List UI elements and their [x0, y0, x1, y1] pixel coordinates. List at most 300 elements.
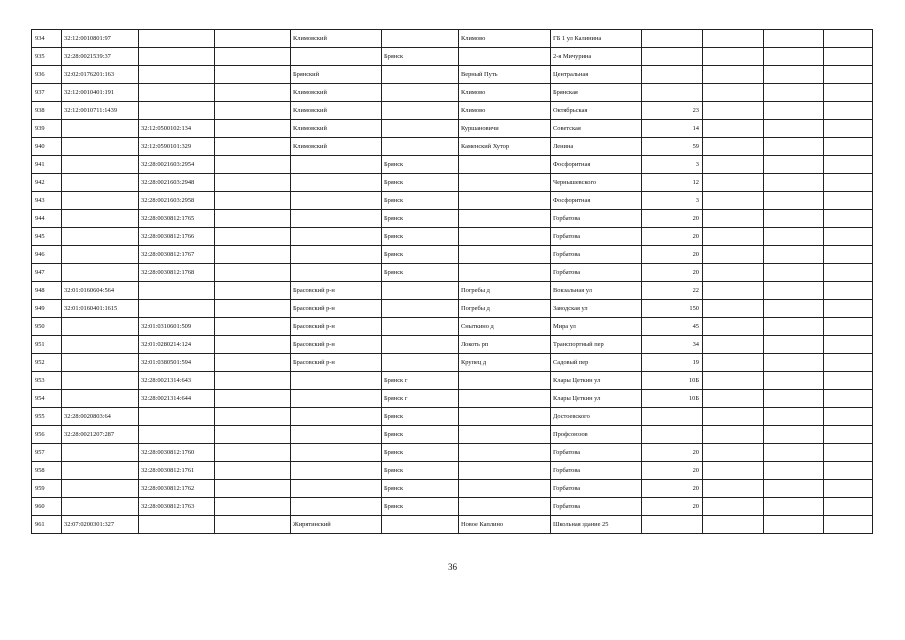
street-cell: Клары Цеткин ул — [551, 390, 642, 408]
table-row — [32, 336, 873, 354]
extra-cell-1 — [703, 228, 764, 246]
cadastral-number-alt-cell: 32:12:0500102:134 — [139, 120, 215, 138]
cadastral-number-cell — [62, 210, 139, 228]
table-row — [32, 192, 873, 210]
cadastral-number-cell — [62, 174, 139, 192]
blank-cell — [215, 354, 291, 372]
cadastral-number-alt-cell: 32:28:0030812:1763 — [139, 498, 215, 516]
table-row — [32, 318, 873, 336]
cadastral-number-alt-cell: 32:01:0310601:509 — [139, 318, 215, 336]
extra-cell-2 — [764, 246, 824, 264]
blank-cell — [215, 408, 291, 426]
house-number-cell: 45 — [642, 318, 703, 336]
extra-cell-1 — [703, 48, 764, 66]
extra-cell-2 — [764, 210, 824, 228]
extra-cell-2 — [764, 354, 824, 372]
cadastral-number-cell — [62, 354, 139, 372]
extra-cell-3 — [824, 174, 873, 192]
extra-cell-2 — [764, 102, 824, 120]
extra-cell-3 — [824, 426, 873, 444]
district-cell — [291, 210, 382, 228]
row-number-cell: 942 — [32, 174, 62, 192]
extra-cell-1 — [703, 444, 764, 462]
settlement-cell — [459, 372, 551, 390]
extra-cell-3 — [824, 246, 873, 264]
city-cell — [382, 336, 459, 354]
cadastral-number-cell: 32:01:0160401:1615 — [62, 300, 139, 318]
city-cell: Брянск — [382, 498, 459, 516]
district-cell — [291, 390, 382, 408]
row-number-cell: 944 — [32, 210, 62, 228]
district-cell: Климовский — [291, 120, 382, 138]
house-number-cell: 14 — [642, 120, 703, 138]
cadastral-number-alt-cell — [139, 282, 215, 300]
house-number-cell: 20 — [642, 498, 703, 516]
house-number-cell: 20 — [642, 444, 703, 462]
settlement-cell — [459, 426, 551, 444]
cadastral-number-cell — [62, 138, 139, 156]
table-row — [32, 66, 873, 84]
row-number-cell: 960 — [32, 498, 62, 516]
district-cell — [291, 48, 382, 66]
cadastral-number-cell: 32:12:0010801:97 — [62, 30, 139, 48]
street-cell: Фосфоритная — [551, 156, 642, 174]
cadastral-number-cell — [62, 336, 139, 354]
cadastral-number-cell — [62, 264, 139, 282]
table-row — [32, 120, 873, 138]
table-row — [32, 408, 873, 426]
district-cell — [291, 246, 382, 264]
blank-cell — [215, 300, 291, 318]
house-number-cell — [642, 48, 703, 66]
settlement-cell — [459, 390, 551, 408]
extra-cell-3 — [824, 336, 873, 354]
extra-cell-3 — [824, 318, 873, 336]
district-cell: Брасовский р-н — [291, 354, 382, 372]
district-cell — [291, 192, 382, 210]
row-number-cell: 943 — [32, 192, 62, 210]
district-cell: Климовский — [291, 84, 382, 102]
cadastral-number-alt-cell — [139, 48, 215, 66]
settlement-cell: Куршановичи — [459, 120, 551, 138]
cadastral-number-alt-cell — [139, 408, 215, 426]
house-number-cell: 20 — [642, 480, 703, 498]
street-cell: Октябрьская — [551, 102, 642, 120]
blank-cell — [215, 246, 291, 264]
street-cell: Профсоюзов — [551, 426, 642, 444]
extra-cell-3 — [824, 30, 873, 48]
cadastral-number-cell — [62, 444, 139, 462]
table-row — [32, 84, 873, 102]
house-number-cell: 22 — [642, 282, 703, 300]
city-cell — [382, 318, 459, 336]
blank-cell — [215, 102, 291, 120]
blank-cell — [215, 48, 291, 66]
blank-cell — [215, 426, 291, 444]
row-number-cell: 956 — [32, 426, 62, 444]
blank-cell — [215, 318, 291, 336]
city-cell: Брянск г — [382, 372, 459, 390]
street-cell: Горбатова — [551, 498, 642, 516]
district-cell — [291, 444, 382, 462]
street-cell: Горбатова — [551, 480, 642, 498]
house-number-cell: 59 — [642, 138, 703, 156]
extra-cell-2 — [764, 372, 824, 390]
cadastral-number-alt-cell: 32:28:0021603:2958 — [139, 192, 215, 210]
district-cell — [291, 426, 382, 444]
extra-cell-1 — [703, 264, 764, 282]
blank-cell — [215, 480, 291, 498]
row-number-cell: 959 — [32, 480, 62, 498]
cadastral-number-alt-cell — [139, 102, 215, 120]
street-cell: Достоевского — [551, 408, 642, 426]
street-cell: Садовый пер — [551, 354, 642, 372]
settlement-cell — [459, 174, 551, 192]
city-cell: Брянск — [382, 426, 459, 444]
row-number-cell: 952 — [32, 354, 62, 372]
property-register-table — [31, 29, 873, 534]
cadastral-number-alt-cell: 32:28:0021314:644 — [139, 390, 215, 408]
extra-cell-2 — [764, 336, 824, 354]
extra-cell-2 — [764, 390, 824, 408]
house-number-cell — [642, 426, 703, 444]
city-cell — [382, 282, 459, 300]
house-number-cell: 20 — [642, 462, 703, 480]
blank-cell — [215, 336, 291, 354]
cadastral-number-alt-cell: 32:01:0380501:594 — [139, 354, 215, 372]
cadastral-number-alt-cell: 32:28:0021603:2948 — [139, 174, 215, 192]
table-row — [32, 354, 873, 372]
cadastral-number-cell: 32:07:0200301:327 — [62, 516, 139, 534]
city-cell — [382, 354, 459, 372]
cadastral-number-cell — [62, 156, 139, 174]
city-cell: Брянск г — [382, 390, 459, 408]
street-cell: Горбатова — [551, 228, 642, 246]
extra-cell-1 — [703, 66, 764, 84]
street-cell: Клары Цеткин ул — [551, 372, 642, 390]
district-cell: Жирятинский — [291, 516, 382, 534]
cadastral-number-alt-cell — [139, 426, 215, 444]
row-number-cell: 939 — [32, 120, 62, 138]
extra-cell-2 — [764, 174, 824, 192]
blank-cell — [215, 210, 291, 228]
house-number-cell: 23 — [642, 102, 703, 120]
extra-cell-3 — [824, 84, 873, 102]
extra-cell-2 — [764, 228, 824, 246]
extra-cell-1 — [703, 300, 764, 318]
row-number-cell: 953 — [32, 372, 62, 390]
house-number-cell: 34 — [642, 336, 703, 354]
row-number-cell: 940 — [32, 138, 62, 156]
extra-cell-1 — [703, 426, 764, 444]
extra-cell-1 — [703, 516, 764, 534]
row-number-cell: 957 — [32, 444, 62, 462]
house-number-cell — [642, 30, 703, 48]
extra-cell-1 — [703, 156, 764, 174]
extra-cell-3 — [824, 372, 873, 390]
cadastral-number-alt-cell: 32:28:0030812:1766 — [139, 228, 215, 246]
settlement-cell — [459, 228, 551, 246]
extra-cell-1 — [703, 354, 764, 372]
city-cell: Брянск — [382, 408, 459, 426]
house-number-cell: 20 — [642, 210, 703, 228]
settlement-cell — [459, 264, 551, 282]
table-row — [32, 48, 873, 66]
city-cell: Брянск — [382, 480, 459, 498]
extra-cell-3 — [824, 444, 873, 462]
street-cell: Горбатова — [551, 444, 642, 462]
extra-cell-1 — [703, 480, 764, 498]
settlement-cell: Климово — [459, 102, 551, 120]
settlement-cell: Каменский Хутор — [459, 138, 551, 156]
settlement-cell: Крупец д — [459, 354, 551, 372]
city-cell: Брянск — [382, 444, 459, 462]
cadastral-number-cell: 32:12:0010401:191 — [62, 84, 139, 102]
street-cell: Горбатова — [551, 462, 642, 480]
extra-cell-2 — [764, 264, 824, 282]
extra-cell-1 — [703, 174, 764, 192]
blank-cell — [215, 156, 291, 174]
district-cell: Климовский — [291, 102, 382, 120]
district-cell — [291, 264, 382, 282]
extra-cell-2 — [764, 318, 824, 336]
district-cell — [291, 498, 382, 516]
row-number-cell: 936 — [32, 66, 62, 84]
extra-cell-2 — [764, 66, 824, 84]
extra-cell-2 — [764, 192, 824, 210]
extra-cell-1 — [703, 192, 764, 210]
district-cell: Брасовский р-н — [291, 318, 382, 336]
street-cell: Брянская — [551, 84, 642, 102]
extra-cell-3 — [824, 462, 873, 480]
extra-cell-2 — [764, 498, 824, 516]
house-number-cell: 150 — [642, 300, 703, 318]
house-number-cell — [642, 516, 703, 534]
table-row — [32, 102, 873, 120]
city-cell — [382, 66, 459, 84]
house-number-cell: 3 — [642, 192, 703, 210]
blank-cell — [215, 444, 291, 462]
cadastral-number-cell: 32:28:0021539:37 — [62, 48, 139, 66]
row-number-cell: 949 — [32, 300, 62, 318]
cadastral-number-cell — [62, 372, 139, 390]
district-cell — [291, 480, 382, 498]
cadastral-number-alt-cell: 32:01:0280214:124 — [139, 336, 215, 354]
table-body — [32, 30, 873, 534]
blank-cell — [215, 228, 291, 246]
cadastral-number-cell — [62, 390, 139, 408]
cadastral-number-alt-cell: 32:28:0030812:1767 — [139, 246, 215, 264]
city-cell: Брянск — [382, 264, 459, 282]
settlement-cell — [459, 444, 551, 462]
cadastral-number-alt-cell: 32:28:0030812:1768 — [139, 264, 215, 282]
extra-cell-3 — [824, 300, 873, 318]
street-cell: Мира ул — [551, 318, 642, 336]
house-number-cell: 20 — [642, 246, 703, 264]
city-cell: Брянск — [382, 48, 459, 66]
district-cell: Климовский — [291, 138, 382, 156]
cadastral-number-cell: 32:28:0020803:64 — [62, 408, 139, 426]
city-cell — [382, 120, 459, 138]
extra-cell-1 — [703, 120, 764, 138]
blank-cell — [215, 516, 291, 534]
house-number-cell: 10Б — [642, 372, 703, 390]
table-row — [32, 498, 873, 516]
extra-cell-1 — [703, 30, 764, 48]
extra-cell-2 — [764, 30, 824, 48]
cadastral-number-cell: 32:01:0160604:564 — [62, 282, 139, 300]
street-cell: 2-я Мичурина — [551, 48, 642, 66]
cadastral-number-cell: 32:12:0010711:1439 — [62, 102, 139, 120]
blank-cell — [215, 264, 291, 282]
extra-cell-2 — [764, 462, 824, 480]
cadastral-number-cell: 32:28:0021207:287 — [62, 426, 139, 444]
extra-cell-3 — [824, 264, 873, 282]
extra-cell-3 — [824, 66, 873, 84]
table-row — [32, 156, 873, 174]
extra-cell-2 — [764, 444, 824, 462]
extra-cell-1 — [703, 372, 764, 390]
table-row — [32, 390, 873, 408]
district-cell: Брасовский р-н — [291, 336, 382, 354]
city-cell — [382, 102, 459, 120]
street-cell: ГБ 1 ул Калинина — [551, 30, 642, 48]
table-row — [32, 444, 873, 462]
extra-cell-3 — [824, 390, 873, 408]
district-cell — [291, 174, 382, 192]
extra-cell-2 — [764, 426, 824, 444]
extra-cell-2 — [764, 516, 824, 534]
settlement-cell — [459, 246, 551, 264]
settlement-cell: Сныткино д — [459, 318, 551, 336]
settlement-cell — [459, 462, 551, 480]
extra-cell-3 — [824, 480, 873, 498]
cadastral-number-cell — [62, 192, 139, 210]
extra-cell-3 — [824, 228, 873, 246]
city-cell — [382, 30, 459, 48]
document-sheet — [31, 29, 873, 534]
extra-cell-1 — [703, 84, 764, 102]
extra-cell-2 — [764, 282, 824, 300]
settlement-cell: Локоть рп — [459, 336, 551, 354]
row-number-cell: 934 — [32, 30, 62, 48]
extra-cell-3 — [824, 354, 873, 372]
table-row — [32, 228, 873, 246]
extra-cell-3 — [824, 48, 873, 66]
blank-cell — [215, 138, 291, 156]
row-number-cell: 937 — [32, 84, 62, 102]
house-number-cell: 10Б — [642, 390, 703, 408]
table-row — [32, 480, 873, 498]
cadastral-number-cell — [62, 462, 139, 480]
district-cell — [291, 372, 382, 390]
page-number: 36 — [448, 562, 457, 572]
district-cell: Брасовский р-н — [291, 300, 382, 318]
extra-cell-1 — [703, 210, 764, 228]
street-cell: Фосфоритная — [551, 192, 642, 210]
street-cell: Советская — [551, 120, 642, 138]
street-cell: Горбатова — [551, 210, 642, 228]
city-cell: Брянск — [382, 174, 459, 192]
blank-cell — [215, 372, 291, 390]
cadastral-number-alt-cell: 32:28:0030812:1762 — [139, 480, 215, 498]
cadastral-number-alt-cell: 32:28:0030812:1765 — [139, 210, 215, 228]
cadastral-number-cell — [62, 498, 139, 516]
house-number-cell — [642, 84, 703, 102]
extra-cell-2 — [764, 84, 824, 102]
row-number-cell: 947 — [32, 264, 62, 282]
street-cell: Ленина — [551, 138, 642, 156]
street-cell: Горбатова — [551, 246, 642, 264]
extra-cell-1 — [703, 336, 764, 354]
cadastral-number-alt-cell — [139, 300, 215, 318]
settlement-cell: Верный Путь — [459, 66, 551, 84]
extra-cell-1 — [703, 498, 764, 516]
blank-cell — [215, 120, 291, 138]
cadastral-number-cell — [62, 228, 139, 246]
house-number-cell — [642, 408, 703, 426]
extra-cell-1 — [703, 318, 764, 336]
extra-cell-3 — [824, 192, 873, 210]
blank-cell — [215, 462, 291, 480]
extra-cell-3 — [824, 516, 873, 534]
extra-cell-2 — [764, 138, 824, 156]
settlement-cell — [459, 156, 551, 174]
table-row — [32, 426, 873, 444]
district-cell: Климовский — [291, 30, 382, 48]
house-number-cell: 20 — [642, 264, 703, 282]
settlement-cell — [459, 480, 551, 498]
extra-cell-2 — [764, 156, 824, 174]
blank-cell — [215, 390, 291, 408]
district-cell — [291, 228, 382, 246]
settlement-cell — [459, 192, 551, 210]
cadastral-number-alt-cell — [139, 66, 215, 84]
row-number-cell: 958 — [32, 462, 62, 480]
house-number-cell: 12 — [642, 174, 703, 192]
row-number-cell: 938 — [32, 102, 62, 120]
blank-cell — [215, 174, 291, 192]
city-cell: Брянск — [382, 462, 459, 480]
house-number-cell: 3 — [642, 156, 703, 174]
extra-cell-2 — [764, 120, 824, 138]
extra-cell-1 — [703, 462, 764, 480]
cadastral-number-cell — [62, 480, 139, 498]
cadastral-number-alt-cell: 32:12:0590101:329 — [139, 138, 215, 156]
cadastral-number-alt-cell: 32:28:0021603:2954 — [139, 156, 215, 174]
extra-cell-2 — [764, 408, 824, 426]
row-number-cell: 955 — [32, 408, 62, 426]
table-row — [32, 300, 873, 318]
street-cell: Школьная здание 25 — [551, 516, 642, 534]
blank-cell — [215, 498, 291, 516]
house-number-cell: 20 — [642, 228, 703, 246]
district-cell: Брянский — [291, 66, 382, 84]
blank-cell — [215, 30, 291, 48]
extra-cell-1 — [703, 408, 764, 426]
extra-cell-3 — [824, 120, 873, 138]
blank-cell — [215, 282, 291, 300]
row-number-cell: 948 — [32, 282, 62, 300]
row-number-cell: 941 — [32, 156, 62, 174]
extra-cell-2 — [764, 480, 824, 498]
city-cell: Брянск — [382, 210, 459, 228]
blank-cell — [215, 84, 291, 102]
cadastral-number-cell: 32:02:0176201:163 — [62, 66, 139, 84]
cadastral-number-alt-cell — [139, 84, 215, 102]
table-row — [32, 372, 873, 390]
cadastral-number-alt-cell: 32:28:0021314:643 — [139, 372, 215, 390]
